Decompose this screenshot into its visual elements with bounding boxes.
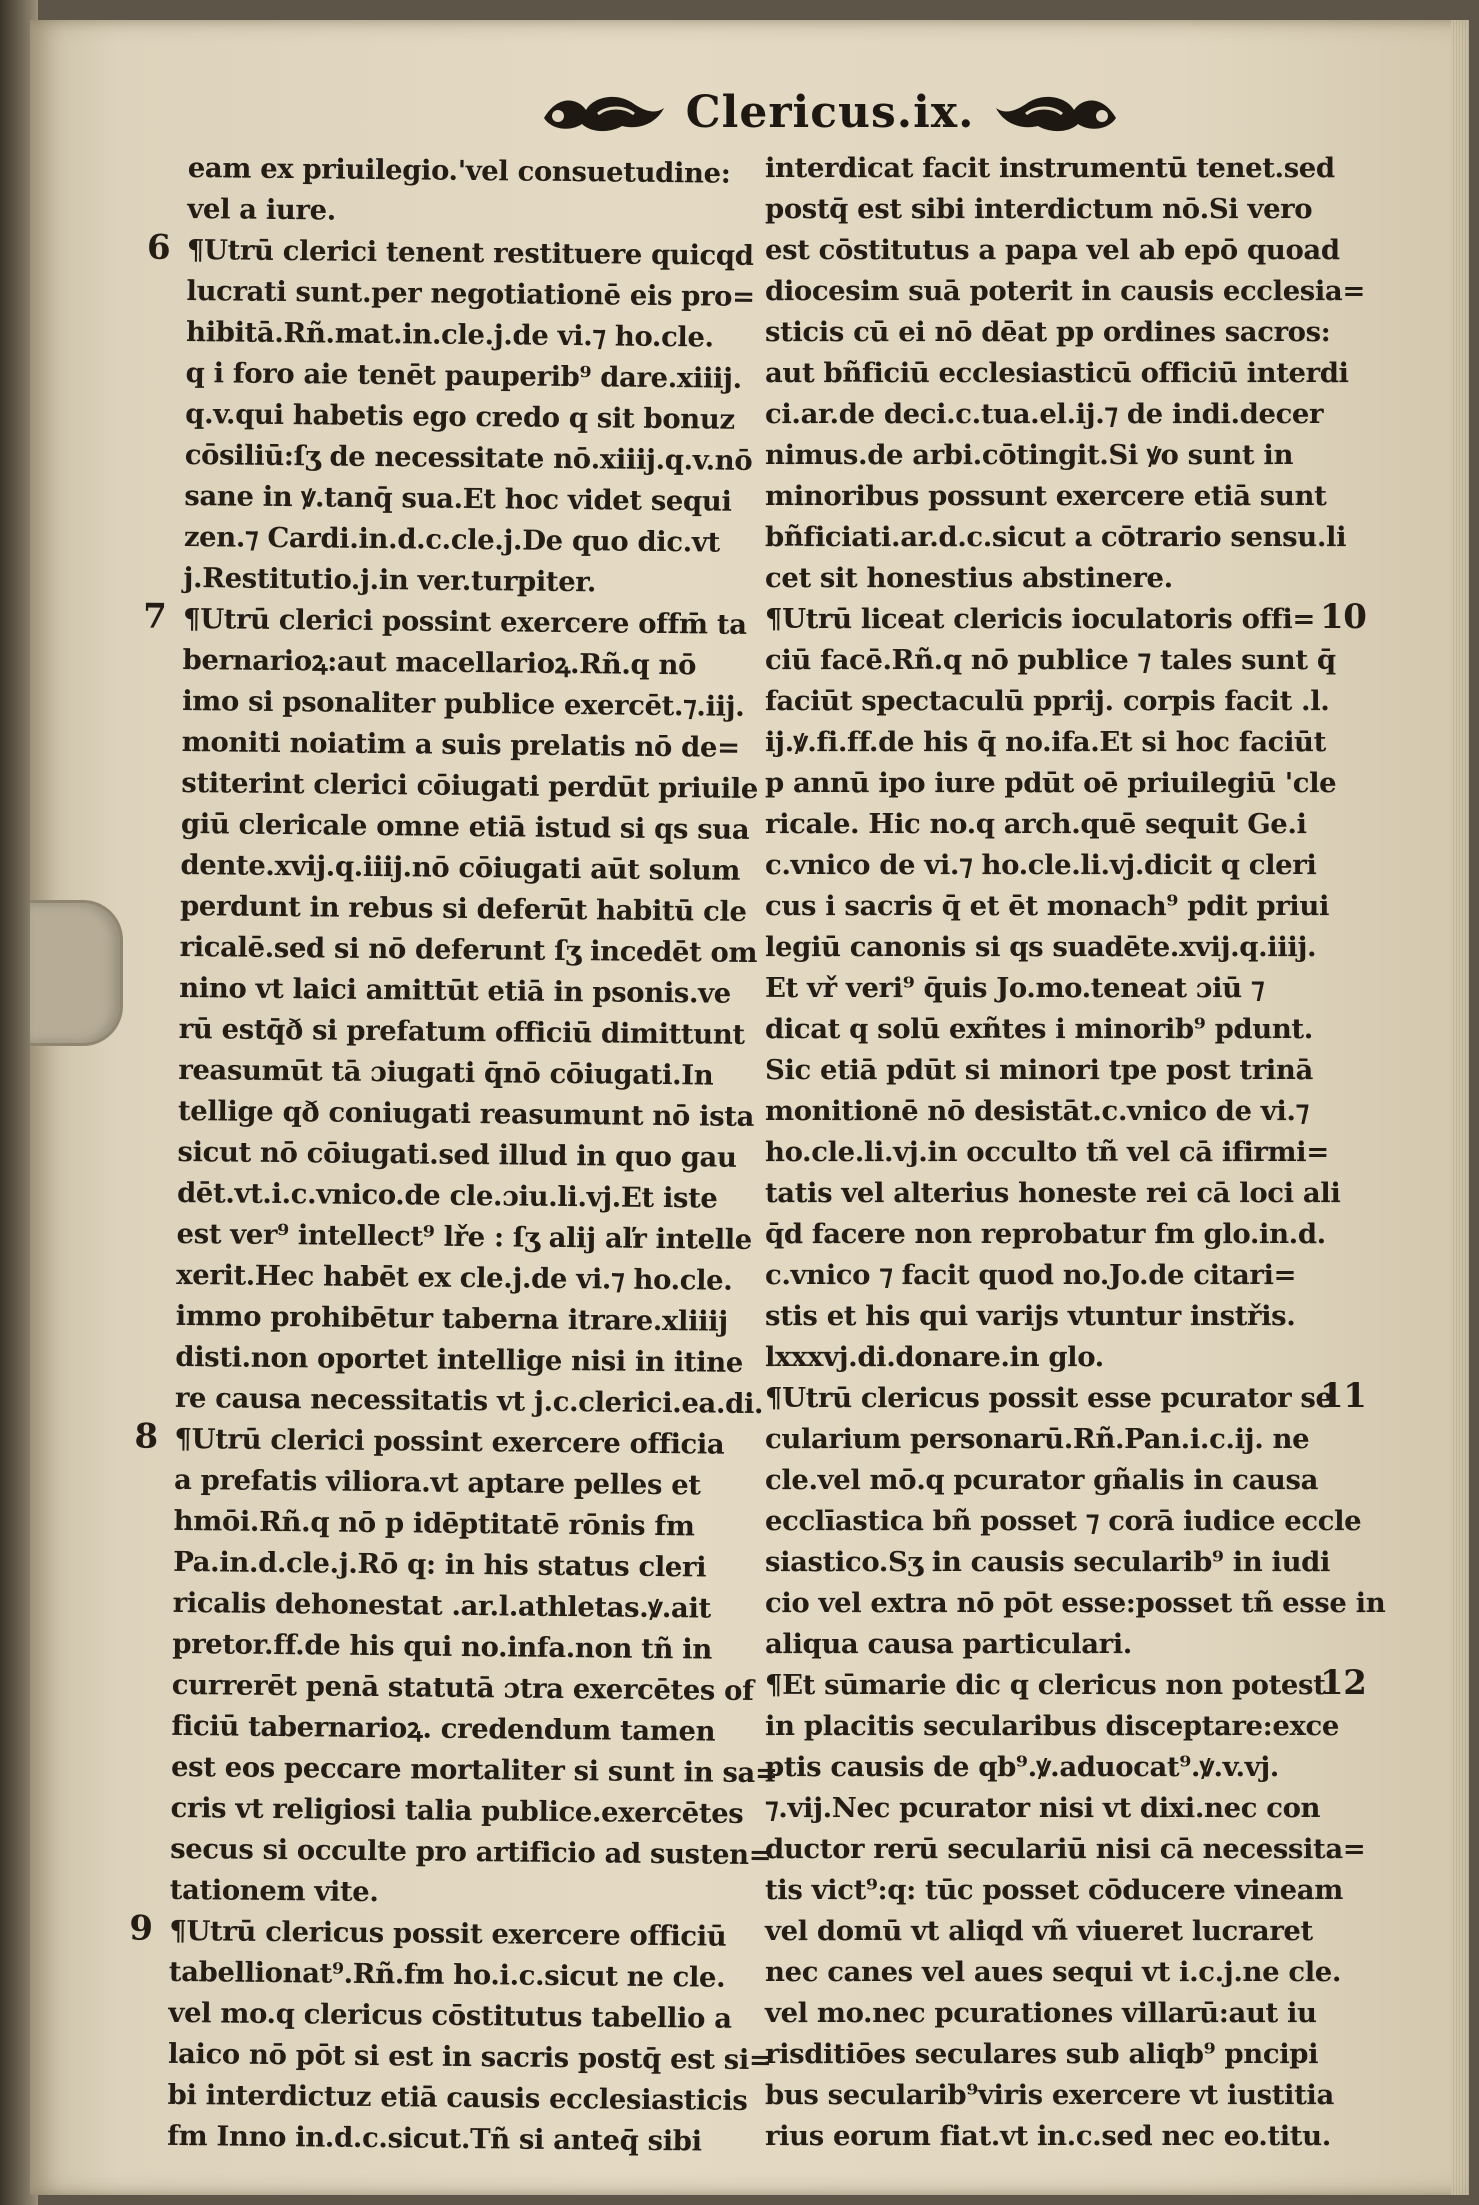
text-line: nino vt laici amittūt etiā in psonis.ve: [179, 971, 731, 1010]
text-line: ecclīastica bñ posset ⁊ corā iudice eccle: [765, 1505, 1362, 1537]
text-line: interdicat facit instrumentū tenet.sed: [765, 152, 1335, 184]
text-line: vel a iure.: [187, 192, 337, 227]
text-line: cle.vel mō.q pcurator gñalis in causa: [765, 1464, 1319, 1496]
text-line: dēt.vt.i.c.vnico.de cle.ɔiu.li.vj.Et iste: [176, 1176, 718, 1215]
text-line: stis et his qui varijs vtuntur instřis.: [765, 1300, 1296, 1332]
text-line: cularium personarū.Rñ.Pan.i.c.ij. ne: [765, 1423, 1310, 1455]
text-line: Et vř veri⁹ q̄uis Jo.mo.teneat ɔiū ⁊: [765, 972, 1265, 1004]
text-line: c.vnico ⁊ facit quod no.Jo.de citari=: [765, 1259, 1297, 1291]
text-line: vel domū vt aliqd vñ viueret lucraret: [765, 1915, 1313, 1947]
text-line: rū estq̄ð si prefatum officiū dimittunt: [178, 1012, 745, 1051]
text-line: nec canes vel aues sequi vt i.c.j.ne cle.: [765, 1956, 1342, 1988]
text-line: disti.non oportet intellige nisi in itine: [175, 1340, 744, 1379]
text-line: a prefatis viliora.vt aptare pelles et: [173, 1463, 701, 1502]
text-line: perdunt in rebus si deferūt habitū cle: [179, 889, 747, 928]
paragraph-number: 11: [1320, 1376, 1367, 1416]
text-line: c.vnico de vi.⁊ ho.cle.li.vj.dicit q cleri: [765, 849, 1317, 881]
text-line: tellige qð coniugati reasumunt nō ista: [177, 1094, 755, 1133]
text-line: cōsiliū:ſʒ de necessitate nō.xiiij.q.v.nō: [184, 438, 753, 477]
text-line: tatis vel alterius honeste rei cā loci ali: [765, 1177, 1341, 1209]
text-line: immo prohibētur taberna itrare.xliiij: [175, 1299, 728, 1338]
text-line: sane in ꝟ.tanq̄ sua.Et hoc videt sequi: [184, 479, 732, 518]
right-text-column: [765, 148, 1386, 2157]
text-line: monitionē nō desistāt.c.vnico de vi.⁊: [765, 1095, 1309, 1127]
text-line: lucrati sunt.per negotiationē eis pro=: [186, 274, 755, 313]
text-line: cet sit honestius abstinere.: [765, 562, 1173, 594]
text-line: cus i sacris q̄ et ēt monach⁹ pdit priui: [765, 890, 1329, 922]
text-line: q̄d facere non reprobatur fm glo.in.d.: [765, 1218, 1326, 1250]
text-line: ¶Utrū clericus possit esse pcurator se: [765, 1382, 1333, 1414]
text-line: bus secularib⁹viris exercere vt iustitia: [765, 2079, 1334, 2111]
book-clip: [30, 900, 123, 1046]
text-line: tabellionat⁹.Rñ.fm ho.i.c.sicut ne cle.: [168, 1955, 726, 1994]
text-line: postq̄ est sibi interdictum nō.Si vero: [765, 193, 1313, 225]
text-line: cris vt religiosi talia publice.exercētes: [170, 1791, 744, 1830]
text-line: lxxxvj.di.donare.in glo.: [765, 1341, 1104, 1373]
leaf-ornament-left-icon: [538, 84, 668, 140]
book-page: [30, 20, 1469, 2195]
paragraph-number: 10: [1320, 597, 1367, 637]
page-header: [550, 72, 1110, 152]
text-line: ¶Utrū clerici possint exercere offm̄ ta: [182, 602, 747, 641]
paragraph-number: 8: [134, 1416, 158, 1457]
text-line: dente.xvij.q.iiij.nō cōiugati aūt solum: [180, 848, 741, 887]
text-line: Pa.in.d.cle.j.Rō q: in his status cleri: [173, 1545, 707, 1584]
text-line: tis vict⁹:q: tūc posset cōducere vineam: [765, 1874, 1343, 1906]
text-line: bernarioꝝ:aut macellarioꝝ.Rñ.q nō: [182, 643, 697, 682]
text-line: ⁊.vij.Nec pcurator nisi vt dixi.nec con: [765, 1792, 1321, 1824]
running-head: Clericus.ix.: [685, 86, 975, 138]
text-line: rius eorum fiat.vt in.c.sed nec eo.titu.: [765, 2120, 1331, 2152]
text-line: ciū facē.Rñ.q nō publice ⁊ tales sunt q̄: [765, 644, 1336, 676]
text-line: fm Inno in.d.c.sicut.Tñ si anteq̄ sibi: [167, 2119, 702, 2158]
text-line: re causa necessitatis vt j.c.clerici.ea.di.: [174, 1381, 764, 1421]
paragraph-number: 7: [142, 596, 167, 637]
text-line: ricalis dehonestat .ar.l.athletas.ꝟ.ait: [172, 1586, 711, 1625]
text-line: faciūt spectaculū pprij. corpis facit .l.: [765, 685, 1330, 717]
text-line: cio vel extra nō pōt esse:posset tñ esse in: [765, 1587, 1386, 1619]
text-line: ¶Utrū clericus possit exercere officiū: [169, 1914, 727, 1953]
text-line: p annū ipo iure pdūt oē priuilegiū 'cle: [765, 767, 1337, 799]
text-line: hibitā.Rñ.mat.in.cle.j.de vi.⁊ ho.cle.: [185, 315, 714, 354]
text-line: ricale. Hic no.q arch.quē sequit Ge.i: [765, 808, 1307, 840]
text-line: sicut nō cōiugati.sed illud in quo gau: [177, 1135, 737, 1174]
text-line: diocesim suā poterit in causis ecclesia=: [765, 275, 1365, 307]
text-line: xerit.Hec habēt ex cle.j.de vi.⁊ ho.cle.: [176, 1258, 733, 1297]
text-line: giū clericale omne etiā istud si qs sua: [180, 807, 750, 846]
text-line: ficiū tabernarioꝝ. credendum tamen: [171, 1709, 716, 1748]
text-line: aut bñficiū ecclesiasticū officiū interdi: [765, 357, 1349, 389]
text-line: vel mo.q clericus cōstitutus tabellio a: [168, 1996, 732, 2035]
text-line: hmōi.Rñ.q nō p idēptitatē rōnis fm: [173, 1504, 695, 1543]
text-line: ¶Utrū clerici possint exercere officia: [174, 1422, 725, 1461]
text-line: bi interdictuz etiā causis ecclesiasticis: [167, 2078, 748, 2117]
text-line: siastico.Sʒ in causis secularib⁹ in iudi: [765, 1546, 1331, 1578]
paragraph-number: 6: [146, 227, 171, 268]
text-line: bñficiati.ar.d.c.sicut a cōtrario sensu.li: [765, 521, 1347, 553]
text-line: sticis cū ei nō dēat pp ordines sacros:: [765, 316, 1331, 348]
text-line: q i foro aie tenēt pauperib⁹ dare.xiiij.: [185, 356, 742, 395]
text-line: imo si psonaliter publice exercēt.⁊.iij.: [182, 684, 745, 723]
text-line: est eos peccare mortaliter si sunt in sa=: [170, 1750, 778, 1790]
paragraph-number: 9: [129, 1908, 153, 1949]
text-line: ductor rerū seculariū nisi cā necessita=: [765, 1833, 1366, 1865]
text-line: currerēt penā statutā ɔtra exercētes of: [171, 1668, 754, 1708]
text-line: reasumūt tā ɔiugati q̄nō cōiugati.In: [178, 1053, 714, 1092]
text-line: stiterint clerici cōiugati perdūt priuile: [181, 766, 759, 806]
text-line: eam ex priuilegio.'vel consuetudine:: [187, 151, 731, 190]
text-line: ij.ꝟ.fi.ff.de his q̄ no.ifa.Et si hoc faciūt: [765, 726, 1326, 758]
text-line: zen.⁊ Cardi.in.d.c.cle.j.De quo dic.vt: [183, 520, 720, 559]
left-text-column: [129, 148, 778, 2163]
text-line: minoribus possunt exercere etiā sunt: [765, 480, 1327, 512]
text-line: ptis causis de qb⁹.ꝟ.aduocat⁹.ꝟ.v.vj.: [765, 1751, 1279, 1783]
text-line: ¶Et sūmarie dic q clericus non potest: [765, 1669, 1326, 1701]
text-line: aliqua causa particulari.: [765, 1628, 1132, 1660]
text-line: vel mo.nec pcurationes villarū:aut iu: [765, 1997, 1317, 2029]
text-line: in placitis secularibus disceptare:exce: [765, 1710, 1339, 1742]
text-line: legiū canonis si qs suadēte.xvij.q.iiij.: [765, 931, 1317, 963]
text-line: ci.ar.de deci.c.tua.el.ij.⁊ de indi.decer: [765, 398, 1324, 430]
text-line: j.Restitutio.j.in ver.turpiter.: [183, 561, 597, 599]
text-line: risditiōes seculares sub aliqb⁹ pncipi: [765, 2038, 1319, 2070]
text-line: dicat q solū exñtes i minorib⁹ pdunt.: [765, 1013, 1313, 1045]
text-line: tationem vite.: [169, 1873, 379, 1909]
text-line: laico nō pōt si est in sacris postq̄ est si=: [167, 2037, 772, 2077]
text-line: moniti noiatim a suis prelatis nō de=: [181, 725, 740, 764]
text-line: Sic etiā pdūt si minori tpe post trinā: [765, 1054, 1313, 1086]
paragraph-number: 12: [1320, 1663, 1367, 1703]
text-line: pretor.ff.de his qui no.infa.non tñ in: [172, 1627, 713, 1666]
text-line: est ver⁹ intellect⁹ lře : ſʒ alij aľr intelle: [176, 1217, 753, 1256]
text-line: ¶Utrū clerici tenent restituere quicqd: [186, 233, 754, 272]
text-line: nimus.de arbi.cōtingit.Si ꝟo sunt in: [765, 439, 1294, 471]
text-line: ¶Utrū liceat clericis ioculatoris offi=: [765, 603, 1316, 635]
text-line: ho.cle.li.vj.in occulto tñ vel cā ifirmi=: [765, 1136, 1329, 1168]
leaf-ornament-right-icon: [992, 84, 1122, 140]
text-line: est cōstitutus a papa vel ab epō quoad: [765, 234, 1340, 266]
text-line: q.v.qui habetis ego credo q sit bonuz: [185, 397, 735, 436]
text-line: secus si occulte pro artificio ad susten=: [170, 1832, 772, 1872]
page-edge: [1451, 20, 1469, 2195]
text-line: ricalē.sed si nō deferunt ſʒ incedēt om: [179, 930, 758, 970]
